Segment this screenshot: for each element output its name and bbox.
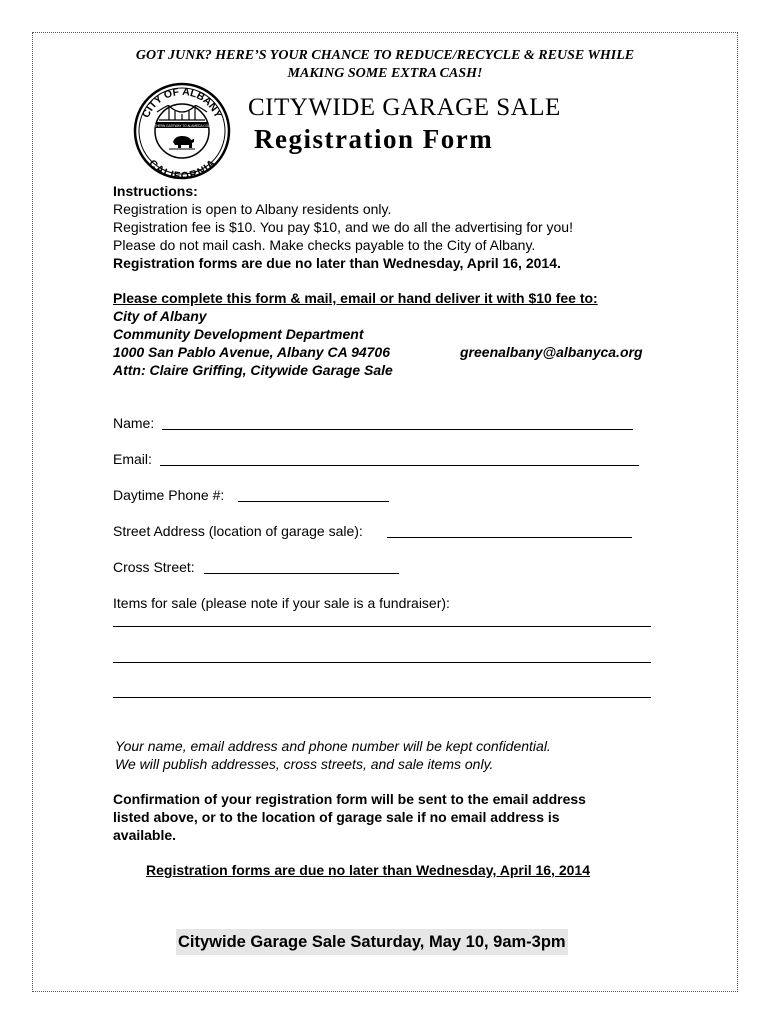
mailing-address: 1000 San Pablo Avenue, Albany CA 94706 xyxy=(113,344,391,360)
mailing-attn: Attn: Claire Griffing, Citywide Garage Sale xyxy=(113,362,393,378)
confirmation-note-line-3: available. xyxy=(113,827,177,843)
instructions-line-2: Registration fee is $10. You pay $10, and we do all the advertising for you! xyxy=(113,219,573,235)
page-title: CITYWIDE GARAGE SALE xyxy=(248,94,561,121)
instructions-deadline: Registration forms are due no later than Wednesday, April 16, 2014. xyxy=(113,255,561,271)
event-banner: Citywide Garage Sale Saturday, May 10, 9am-3pm xyxy=(176,929,568,955)
confirmation-note-line-2: listed above, or to the location of garage sale if no email address is xyxy=(113,809,560,825)
items-field-line-1[interactable] xyxy=(113,626,651,627)
page-subtitle: Registration Form xyxy=(254,124,494,154)
name-label: Name: xyxy=(113,415,155,431)
mailing-heading: Please complete this form & mail, email or hand deliver it with $10 fee to: xyxy=(113,290,598,306)
privacy-note-line-2: We will publish addresses, cross streets, and sale items only. xyxy=(115,756,494,772)
phone-label: Daytime Phone #: xyxy=(113,487,225,503)
confirmation-note-line-1: Confirmation of your registration form will be sent to the email address xyxy=(113,791,586,807)
items-field-line-2[interactable] xyxy=(113,662,651,663)
email-field[interactable] xyxy=(160,465,639,466)
tagline-line-1: GOT JUNK? HERE’S YOUR CHANCE TO REDUCE/RECYCLE & REUSE WHILE xyxy=(135,48,635,63)
seal-band-text: NORTHERN GATEWAY TO ALAMEDA COUNTY xyxy=(147,124,217,128)
instructions-line-1: Registration is open to Albany residents only. xyxy=(113,201,392,217)
street-address-label: Street Address (location of garage sale): xyxy=(113,523,363,539)
mailing-email[interactable]: greenalbany@albanyca.org xyxy=(460,344,643,360)
instructions-line-3: Please do not mail cash. Make checks payable to the City of Albany. xyxy=(113,237,536,253)
seal-bottom-text: CALIFORNIA xyxy=(146,157,218,180)
tagline-line-2: MAKING SOME EXTRA CASH! xyxy=(287,66,483,81)
mailing-org: City of Albany xyxy=(113,308,207,324)
email-label: Email: xyxy=(113,451,152,467)
mailing-department: Community Development Department xyxy=(113,326,364,342)
phone-field[interactable] xyxy=(238,501,389,502)
privacy-note-line-1: Your name, email address and phone number will be kept confidential. xyxy=(115,738,551,754)
instructions-heading: Instructions: xyxy=(113,183,198,199)
items-label: Items for sale (please note if your sale is a fundraiser): xyxy=(113,595,450,611)
city-of-albany-seal xyxy=(133,82,231,180)
items-field-line-3[interactable] xyxy=(113,697,651,698)
cross-street-field[interactable] xyxy=(204,573,399,574)
name-field[interactable] xyxy=(162,429,633,430)
cross-street-label: Cross Street: xyxy=(113,559,195,575)
seal-top-text: CITY OF ALBANY xyxy=(139,85,225,120)
deadline-reminder: Registration forms are due no later than Wednesday, April 16, 2014 xyxy=(146,862,590,878)
street-address-field[interactable] xyxy=(387,537,632,538)
